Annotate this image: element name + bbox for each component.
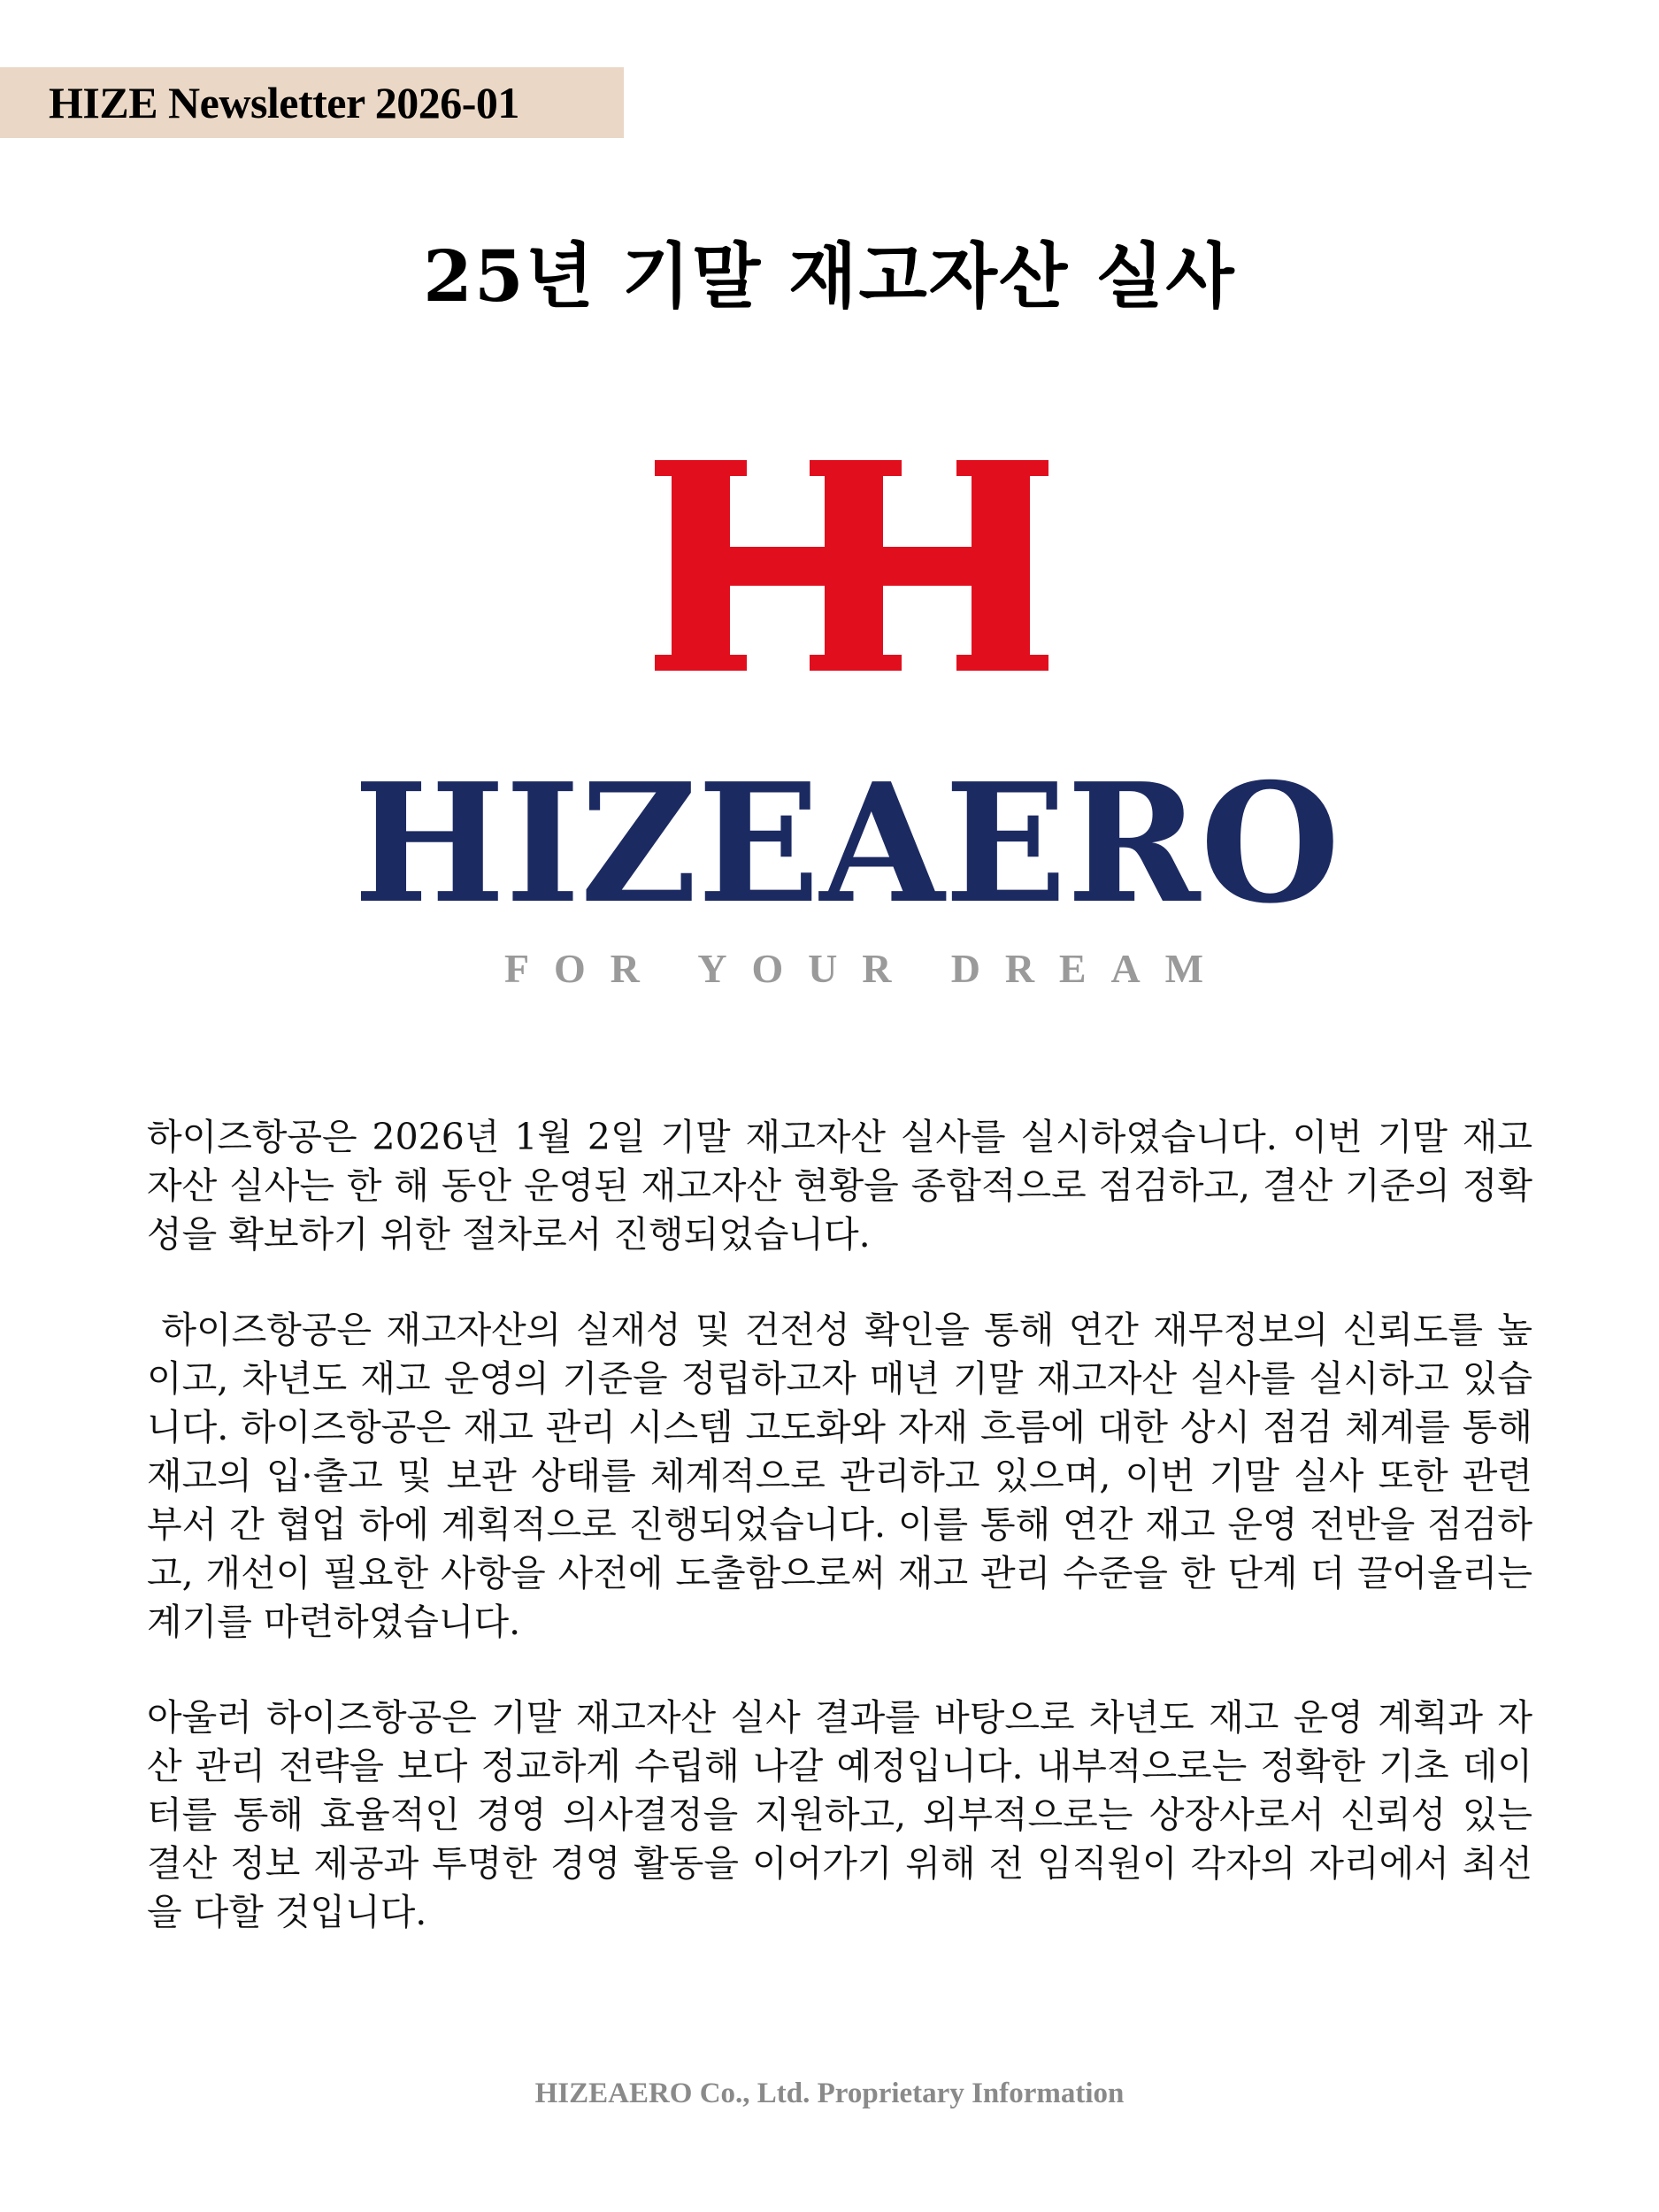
logo-wordmark: HIZEAERO: [353, 747, 1340, 940]
article-paragraph: 하이즈항공은 2026년 1월 2일 기말 재고자산 실사를 실시하였습니다. 이번 기말 재고자산 실사는 한 해 동안 운영된 재고자산 현황을 종합적으로 점검하고, 결산 기준의 정확성을 확보하기 위한 절차로서 진행되었습니다.: [147, 1116, 1532, 1256]
article-paragraph: 하이즈항공은 재고자산의 실재성 및 건전성 확인을 통해 연간 재무정보의 신뢰도를 높이고, 차년도 재고 운영의 기준을 정립하고자 매년 기말 재고자산 실사를 실시하고 있습니다. 하이즈항공은 재고 관리 시스템 고도화와 자재 흐름에 대한 상시 점검 체계를 통해 재고의 입·출고 및 보관 상태를 체계적으로 관리하고 있으며, 이번 기말 실사 또한 관련 부서 간 협업 하에 계획적으로 진행되었습니다. 이를 통해 연간 재고 운영 전반을 점검하고, 개선이 필요한 사항을 사전에 도출함으로써 재고 관리 수준을 한 단계 더 끌어올리는 계기를 마련하였습니다.: [147, 1309, 1532, 1643]
newsletter-tag: HIZE Newsletter 2026-01: [0, 67, 624, 138]
logo-tagline: FOR YOUR DREAM: [504, 946, 1203, 991]
footer-proprietary-notice: HIZEAERO Co., Ltd. Proprietary Information: [534, 2078, 1125, 2109]
article-body: [147, 1113, 1532, 1984]
hizeaero-logo: [336, 451, 1345, 1000]
article-paragraph: 아울러 하이즈항공은 기말 재고자산 실사 결과를 바탕으로 차년도 재고 운영 계획과 자산 관리 전략을 보다 정교하게 수립해 나갈 예정입니다. 내부적으로는 정확한 기초 데이터를 통해 효율적인 경영 의사결정을 지원하고, 외부적으로는 상장사로서 신뢰성 있는 결산 정보 제공과 투명한 경영 활동을 이어가기 위해 전 임직원이 각자의 자리에서 최선을 다할 것입니다.: [147, 1696, 1532, 1933]
page-title: 25년 기말 재고자산 실사: [423, 234, 1236, 318]
hh-monogram-icon: [655, 460, 1048, 671]
